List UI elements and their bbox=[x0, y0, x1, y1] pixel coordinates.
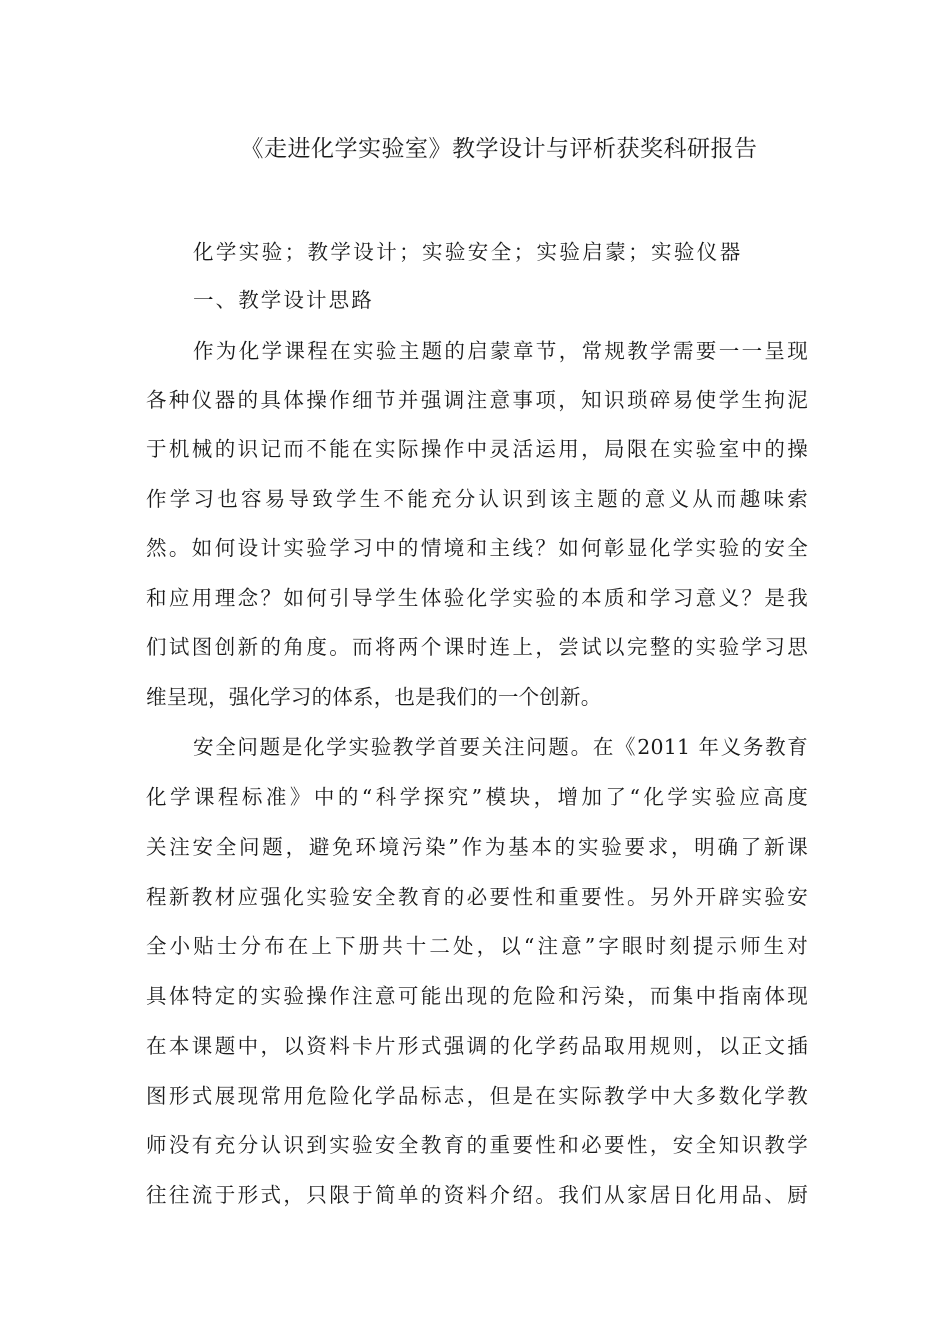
keywords-line: 化学实验；教学设计；实验安全；实验启蒙；实验仪器 bbox=[193, 240, 743, 264]
paragraph-line: 作学习也容易导致学生不能充分认识到该主题的意义从而趣味索 bbox=[146, 487, 808, 511]
paragraph-line: 往往流于形式，只限于简单的资料介绍。我们从家居日化用品、厨 bbox=[146, 1183, 808, 1207]
document-title: 《走进化学实验室》教学设计与评析获奖科研报告 bbox=[240, 136, 758, 162]
paragraph-line: 化学课程标准》中的“科学探究”模块，增加了“化学实验应高度 bbox=[146, 785, 808, 809]
paragraph-line: 和应用理念？如何引导学生体验化学实验的本质和学习意义？是我 bbox=[146, 586, 808, 610]
paragraph-line: 具体特定的实验操作注意可能出现的危险和污染，而集中指南体现 bbox=[146, 984, 808, 1008]
paragraph-line: 作为化学课程在实验主题的启蒙章节，常规教学需要一一呈现 bbox=[193, 339, 808, 363]
paragraph-line: 然。如何设计实验学习中的情境和主线？如何彰显化学实验的安全 bbox=[146, 536, 808, 560]
paragraph-line: 图形式展现常用危险化学品标志，但是在实际教学中大多数化学教 bbox=[146, 1084, 808, 1108]
paragraph-line: 师没有充分认识到实验安全教育的重要性和必要性，安全知识教学 bbox=[146, 1133, 808, 1157]
section-heading: 一、教学设计思路 bbox=[193, 288, 374, 312]
paragraph-line: 在本课题中，以资料卡片形式强调的化学药品取用规则，以正文插 bbox=[146, 1034, 808, 1058]
paragraph-line: 程新教材应强化实验安全教育的必要性和重要性。另外开辟实验安 bbox=[146, 885, 808, 909]
paragraph-line: 们试图创新的角度。而将两个课时连上，尝试以完整的实验学习思 bbox=[146, 635, 808, 659]
paragraph-line: 各种仪器的具体操作细节并强调注意事项，知识琐碎易使学生拘泥 bbox=[146, 388, 808, 412]
paragraph-line: 维呈现，强化学习的体系，也是我们的一个创新。 bbox=[146, 685, 602, 709]
paragraph-line: 于机械的识记而不能在实际操作中灵活运用，局限在实验室中的操 bbox=[146, 437, 808, 461]
paragraph-line: 全小贴士分布在上下册共十二处，以“注意”字眼时刻提示师生对 bbox=[146, 934, 808, 958]
paragraph-line: 安全问题是化学实验教学首要关注问题。在《2011 年义务教育 bbox=[193, 735, 808, 759]
paragraph-line: 关注安全问题，避免环境污染”作为基本的实验要求，明确了新课 bbox=[146, 835, 808, 859]
